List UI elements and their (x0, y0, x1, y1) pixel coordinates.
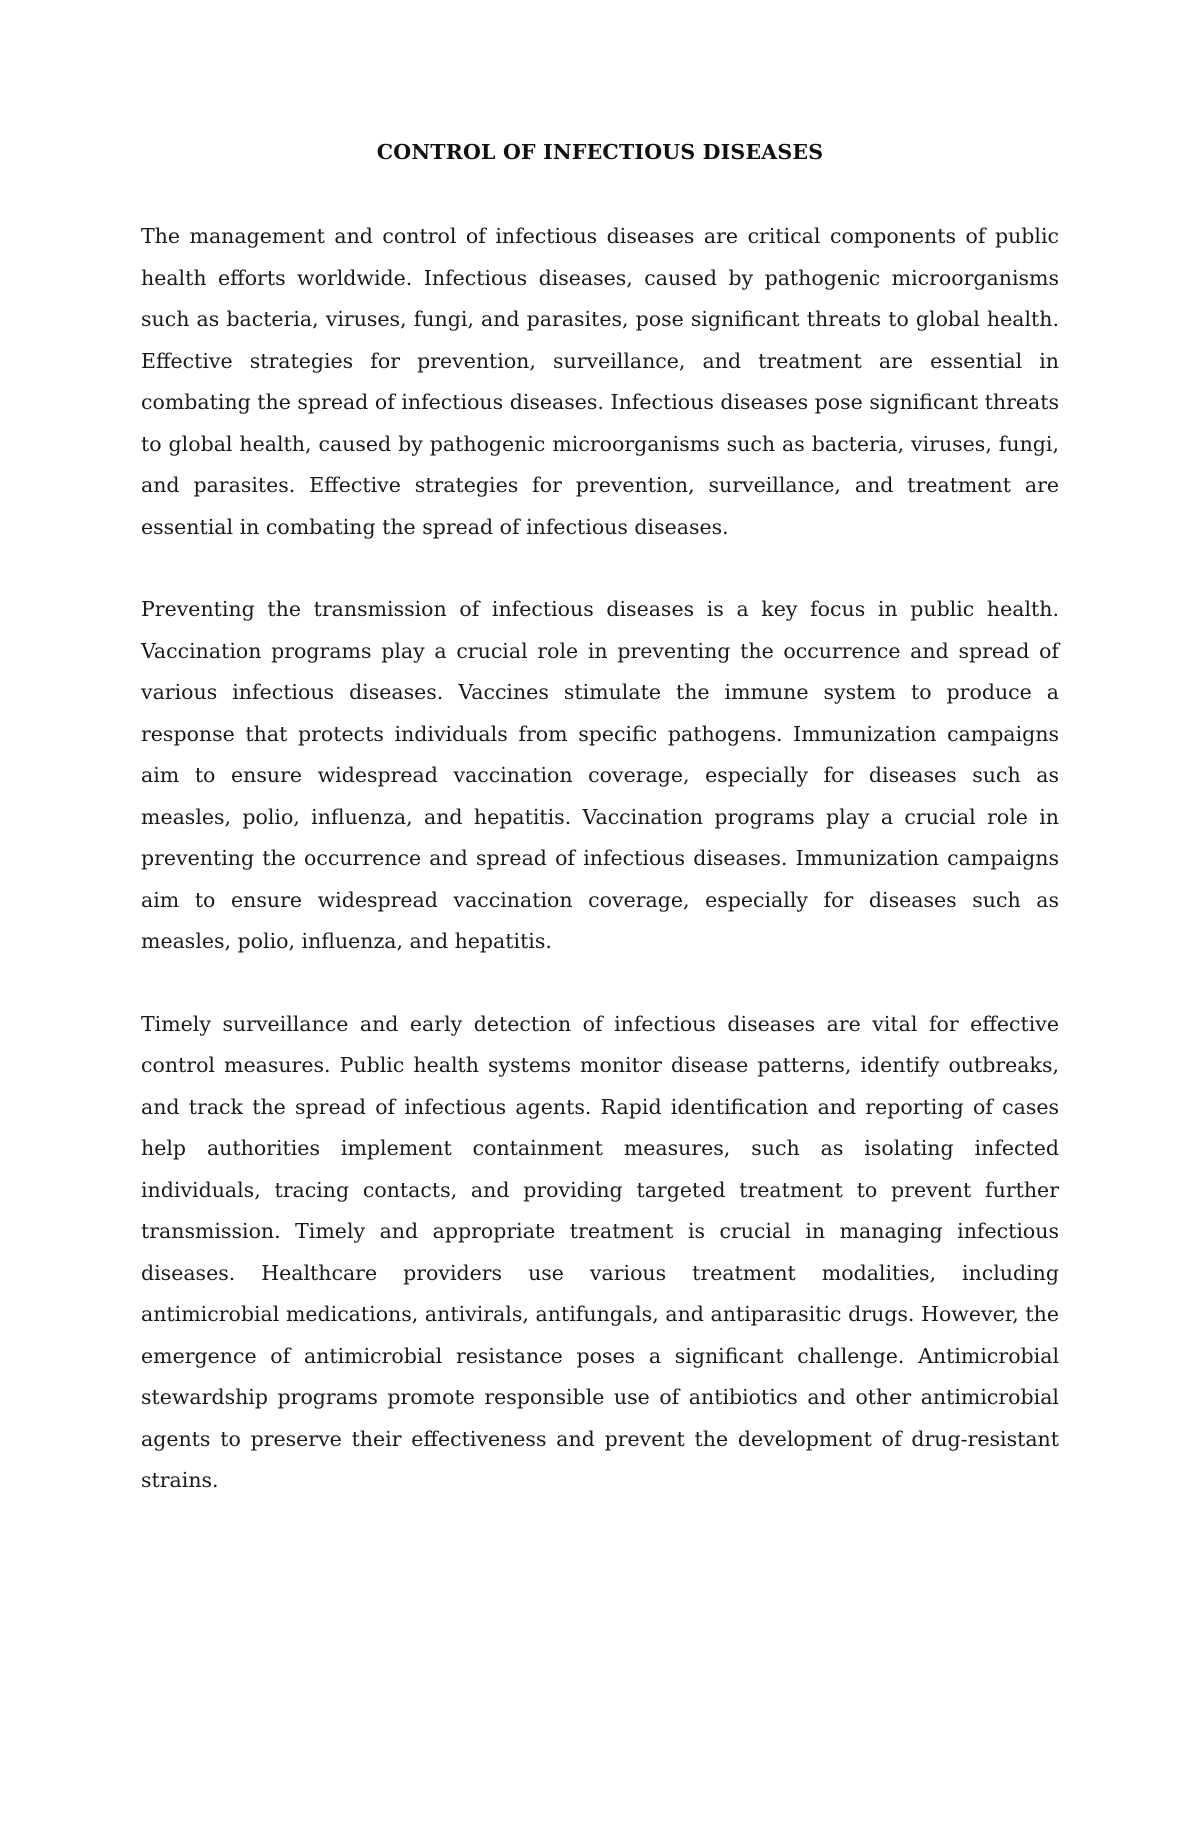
paragraph-prevention: Preventing the transmission of infectious diseases is a key focus in public health. Vaccination programs play a crucial role in preventing the occurrence and spread of various infectious diseases. Vaccines stimulate the immune system to produce a response that protects individuals from specific pathogens. Immunization campaigns aim to ensure widespread vaccination coverage, especially for diseases such as measles, polio, influenza, and hepatitis. Vaccination programs play a crucial role in preventing the occurrence and spread of infectious diseases. Immunization campaigns aim to ensure widespread vaccination coverage, especially for diseases such as measles, polio, influenza, and hepatitis. (141, 597, 1059, 953)
document-title: CONTROL OF INFECTIOUS DISEASES (376, 140, 824, 164)
paragraph-overview: The management and control of infectious diseases are critical components of public health efforts worldwide. Infectious diseases, caused by pathogenic microorganisms such as bacteria, viruses, fungi, and parasites, pose significant threats to global health. Effective strategies for prevention, surveillance, and treatment are essential in combating the spread of infectious diseases. Infectious diseases pose significant threats to global health, caused by pathogenic microorganisms such as bacteria, viruses, fungi, and parasites. Effective strategies for prevention, surveillance, and treatment are essential in combating the spread of infectious diseases. (141, 224, 1059, 539)
paragraph-surveillance-treatment: Timely surveillance and early detection of infectious diseases are vital for effective control measures. Public health systems monitor disease patterns, identify outbreaks, and track the spread of infectious agents. Rapid identification and reporting of cases help authorities implement containment measures, such as isolating infected individuals, tracing contacts, and providing targeted treatment to prevent further transmission. Timely and appropriate treatment is crucial in managing infectious diseases. Healthcare providers use various treatment modalities, including antimicrobial medications, antivirals, antifungals, and antiparasitic drugs. However, the emergence of antimicrobial resistance poses a significant challenge. Antimicrobial stewardship programs promote responsible use of antibiotics and other antimicrobial agents to preserve their effectiveness and prevent the development of drug-resistant strains. (141, 1011, 1059, 1492)
document-body (141, 216, 1059, 1543)
